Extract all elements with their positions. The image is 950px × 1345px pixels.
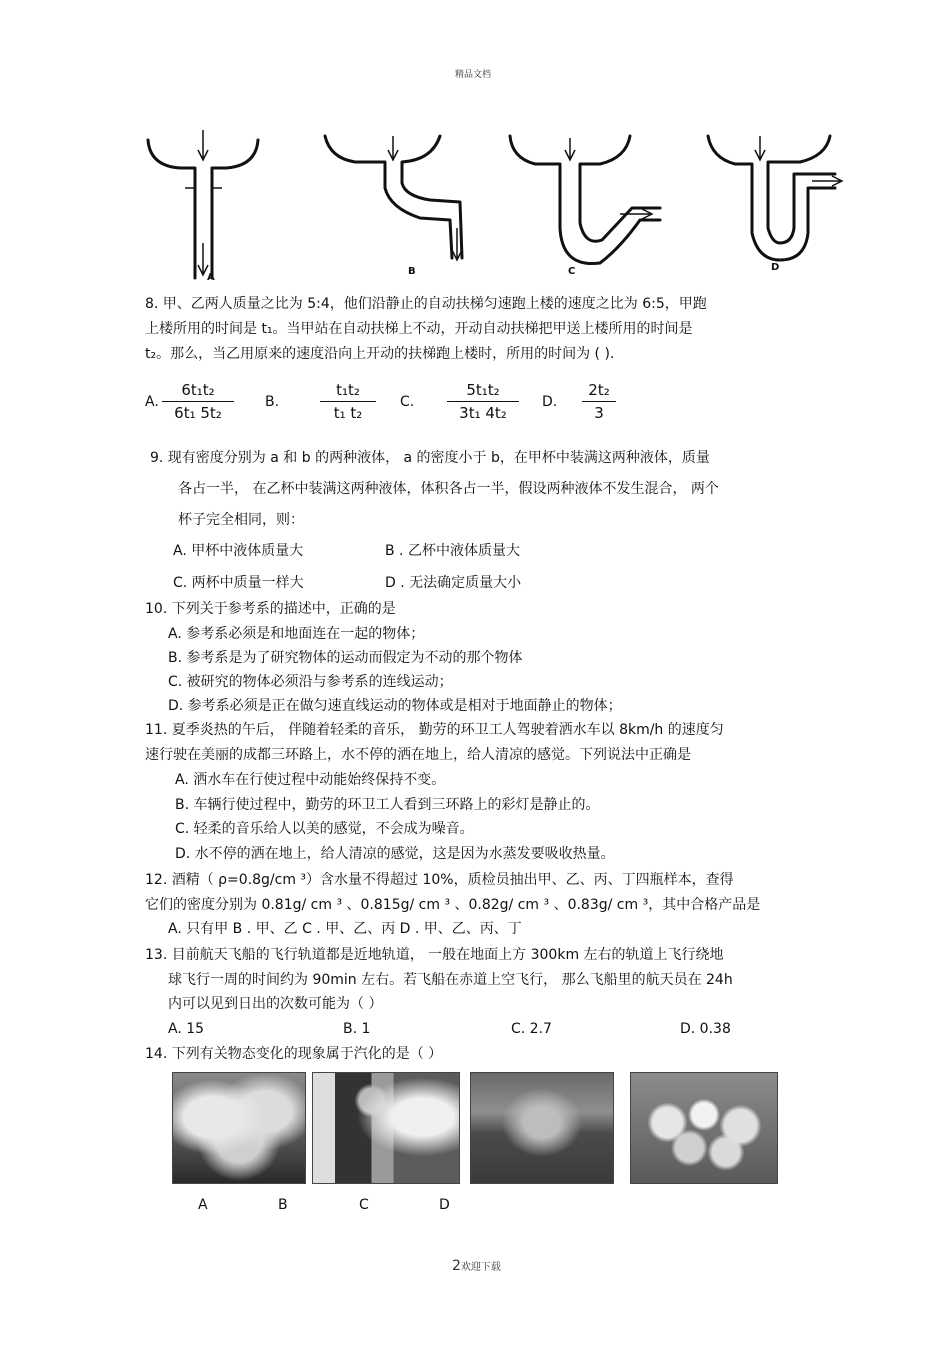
q8-line-3: t₂。那么，当乙用原来的速度沿向上开动的扶梯跑上楼时，所用的时间为 ( ). (145, 346, 615, 362)
q12-options: A. 只有甲 B . 甲、乙 C . 甲、乙、丙 D . 甲、乙、丙、丁 (168, 921, 522, 937)
photo-fog-landscape (470, 1072, 614, 1184)
photo-ice-cubes (630, 1072, 778, 1184)
q8-option-d-fraction (582, 380, 616, 423)
q9-option-b: B . 乙杯中液体质量大 (385, 543, 520, 559)
q9-option-d: D . 无法确定质量大小 (385, 575, 522, 591)
q14-label-d: D (439, 1197, 450, 1213)
pipe-diagram-c (510, 136, 660, 264)
pipe-diagram-b (325, 136, 462, 260)
q9-line-2: 各占一半， 在乙杯中装满这两种液体，体积各占一半，假设两种液体不发生混合， 两个 (178, 481, 719, 497)
q11-option-b: B. 车辆行使过程中，勤劳的环卫工人看到三环路上的彩灯是静止的。 (175, 797, 600, 813)
figure-label-d: D (771, 262, 780, 273)
q9-option-a: A. 甲杯中液体质量大 (173, 543, 304, 559)
drain-pipes-figure (140, 128, 840, 288)
page-header: 精品文档 (455, 70, 492, 80)
q8-option-a-fraction (162, 380, 234, 423)
q8-option-d-label: D. (542, 394, 558, 410)
photo-kettle-steam (312, 1072, 460, 1184)
q8-option-b-label: B. (265, 394, 280, 410)
q8-option-a-numerator: 6t₁t₂ (181, 381, 215, 399)
page-footer (452, 1258, 501, 1274)
q8-option-a-denominator: 6t₁ 5t₂ (174, 404, 222, 422)
q11-option-d: D. 水不停的洒在地上，给人清凉的感觉，这是因为水蒸发要吸收热量。 (175, 846, 615, 862)
q8-option-d-denominator: 3 (594, 404, 604, 422)
q14-stem: 14. 下列有关物态变化的现象属于汽化的是（ ） (145, 1046, 443, 1062)
q14-label-b: B (278, 1197, 288, 1213)
q13-line-3: 内可以见到日出的次数可能为（ ） (168, 996, 383, 1012)
q9-line-1: 9. 现有密度分别为 a 和 b 的两种液体， a 的密度小于 b，在甲杯中装满这两种液体，质量 (150, 450, 710, 466)
pipe-diagram-a (148, 130, 258, 278)
q8-option-b-denominator: t₁ t₂ (333, 404, 363, 422)
footer-text: 欢迎下载 (460, 1262, 501, 1273)
q13-option-d: D. 0.38 (680, 1021, 731, 1037)
q14-label-c: C (359, 1197, 369, 1213)
q10-option-b: B. 参考系是为了研究物体的运动而假定为不动的那个物体 (168, 650, 523, 666)
figure-label-b: B (408, 266, 416, 277)
q11-option-a: A. 洒水车在行使过程中动能始终保持不变。 (175, 772, 446, 788)
q11-line-2: 速行驶在美丽的成都三环路上，水不停的洒在地上，给人清凉的感觉。下列说法中正确是 (145, 747, 691, 763)
photo-frosted-trees (172, 1072, 306, 1184)
q8-option-b-fraction (320, 380, 376, 423)
q13-option-b: B. 1 (343, 1021, 371, 1037)
q10-option-d: D. 参考系必须是正在做匀速直线运动的物体或是相对于地面静止的物体； (168, 698, 622, 714)
q13-option-c: C. 2.7 (511, 1021, 552, 1037)
q8-line-1: 8. 甲、乙两人质量之比为 5:4，他们沿静止的自动扶梯匀速跑上楼的速度之比为 6:5，甲跑 (145, 296, 707, 312)
q13-line-1: 13. 目前航天飞船的飞行轨道都是近地轨道， 一般在地面上方 300km 左右的轨道上飞行绕地 (145, 947, 724, 963)
q9-option-c: C. 两杯中质量一样大 (173, 575, 304, 591)
q11-option-c: C. 轻柔的音乐给人以美的感觉，不会成为噪音。 (175, 821, 474, 837)
q14-label-a: A (198, 1197, 208, 1213)
page-number: 2 (452, 1258, 461, 1274)
q8-option-c-label: C. (400, 394, 415, 410)
q11-line-1: 11. 夏季炎热的午后， 伴随着轻柔的音乐， 勤劳的环卫工人驾驶着洒水车以 8km/h 的速度匀 (145, 722, 724, 738)
q12-line-1: 12. 酒精（ ρ=0.8g/cm ³）含水量不得超过 10%，质检员抽出甲、乙、丙、丁四瓶样本，查得 (145, 872, 734, 888)
q8-option-d-numerator: 2t₂ (588, 381, 610, 399)
q8-option-a-label: A. (145, 394, 159, 410)
q8-option-c-fraction (447, 380, 519, 423)
q10-option-c: C. 被研究的物体必须沿与参考系的连线运动； (168, 674, 453, 690)
q10-option-a: A. 参考系必须是和地面连在一起的物体； (168, 626, 425, 642)
q8-line-2: 上楼所用的时间是 t₁。当甲站在自动扶梯上不动，开动自动扶梯把甲送上楼所用的时间是 (145, 321, 693, 337)
q8-option-c-denominator: 3t₁ 4t₂ (459, 404, 507, 422)
q9-line-3: 杯子完全相同，则： (178, 512, 304, 528)
q10-stem: 10. 下列关于参考系的描述中，正确的是 (145, 601, 396, 617)
q12-line-2: 它们的密度分别为 0.81g/ cm ³ 、0.815g/ cm ³ 、0.82g/ cm ³ 、0.83g/ cm ³，其中合格产品是 (145, 897, 761, 913)
q8-option-c-numerator: 5t₁t₂ (466, 381, 500, 399)
q8-option-b-numerator: t₁t₂ (336, 381, 360, 399)
figure-label-a: A (207, 272, 215, 283)
q13-line-2: 球飞行一周的时间约为 90min 左右。若飞船在赤道上空飞行， 那么飞船里的航天员在 24h (168, 972, 733, 988)
pipe-diagram-d (708, 136, 842, 260)
figure-label-c: C (568, 266, 576, 277)
q13-option-a: A. 15 (168, 1021, 205, 1037)
